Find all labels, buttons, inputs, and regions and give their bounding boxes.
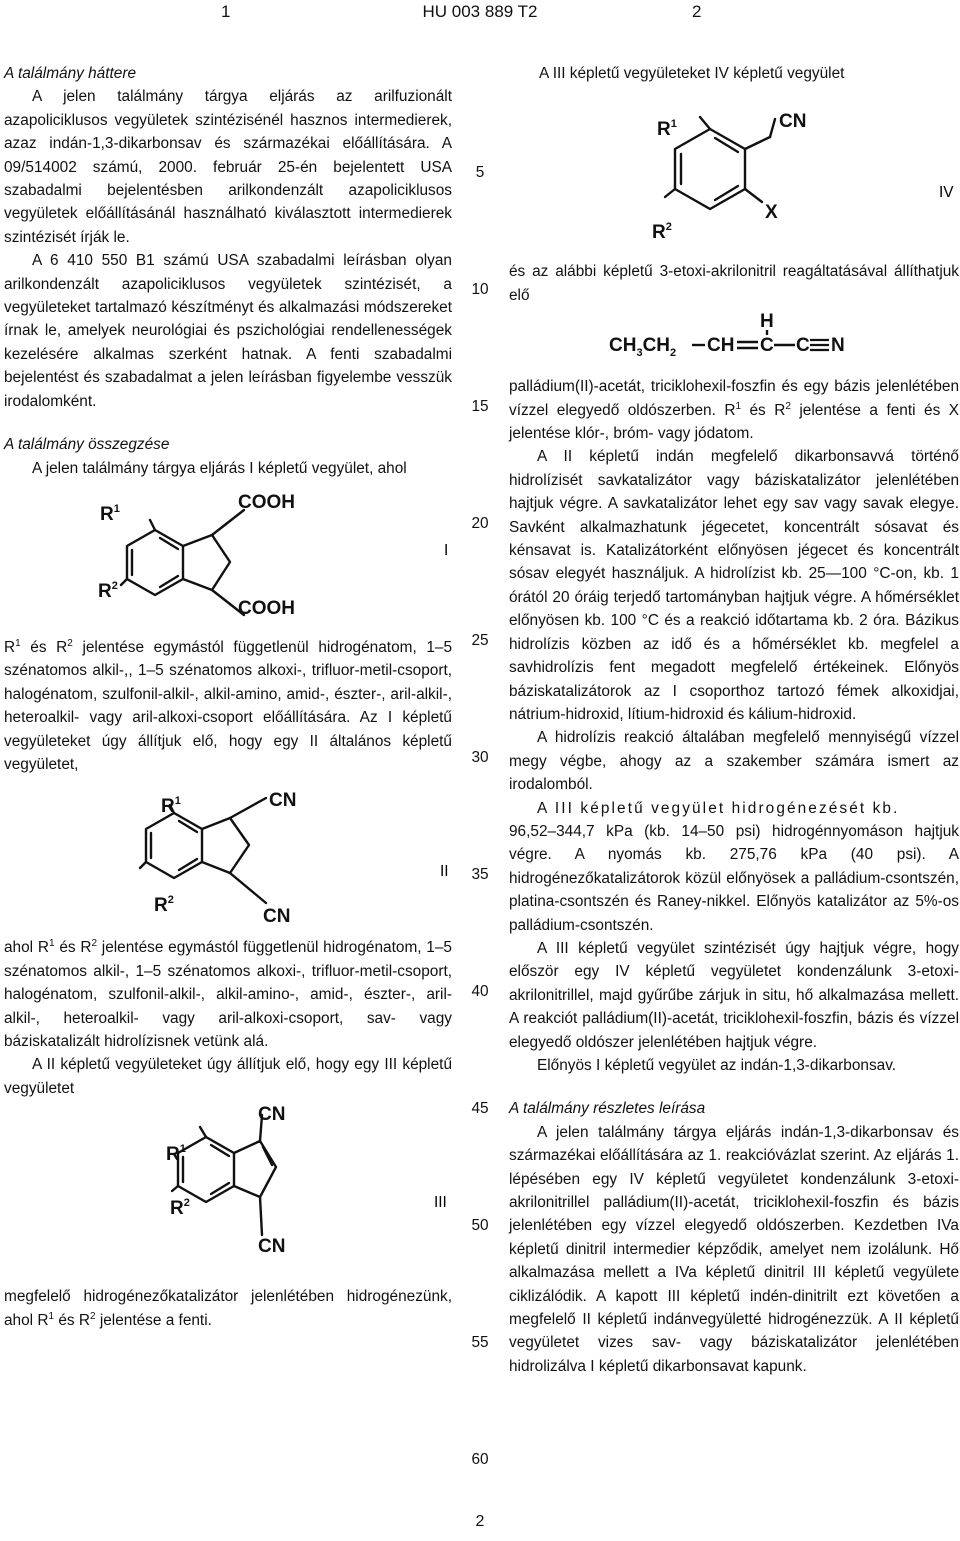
formula-II [4,776,452,936]
svg-text:R2: $R^2$ [170,1197,190,1220]
paragraph: A jelen találmány tárgya eljárás I képletű vegyület, ahol [32,459,407,477]
paragraph: ahol $R^1$ és $R^2$ jelentése egymástól függetlenül hidrogénatom, 1–5 szénatomos alkil-, 1–5 szénatomos alkoxi-, trifluor-metil-csoport, halogénatom, szulfonil-alkil-, alkil-amino-, amid-, észter-, aril-alkil-, heteroalkil- vagy aril-alkoxi-csoport, sav- vagy báziskatalizált hidrolízisnek vetünk alá. [4,938,452,1050]
paragraph: A II képletű vegyületeket úgy állítjuk elő, hogy egy III képletű vegyületet [4,1056,452,1097]
cn-label: CN [258,1104,286,1126]
svg-text:R1: $R^1$ [100,502,120,525]
formula-IV [509,85,959,260]
cn-label: CN [258,1236,286,1258]
heading-detailed: A találmány részletes leírása [509,1100,706,1118]
cn-label: CN [263,906,291,928]
paragraph: A II képletű indán megfelelő dikarbonsavvá történő hidrolízisét savkatalizátor vagy báziskatalizátor jelenlétében hajtjuk végre. A savkatalizátor lehet egy sav vagy savak elegye. Savként alkalmazhatunk jégecetet, koncentrált sósavat és kénsavat is. Katalizátorként előnyösen jégecet és koncentrált sósav elegyét használjuk. A hidrolízist kb. 25—100 °C-on, kb. 1 órától 20 óráig terjedő tartományban hajtjuk végre. A hőmérséklet előnyösen kb. 100 °C és a reakció időtartama kb. 2 óra. Bázikus hidrolízis közben az idő és a hőmérséklet kb. megfelel a savhidrolízis fent megadott megfelelő értékeinek. Előnyös báziskatalizátorok az I csoporthoz tartozó fémek alkoxidjai, nátrium-hidroxid, lítium-hidroxid és kálium-hidroxid. [509,448,959,723]
line-number: 10 [471,281,489,298]
paragraph: A jelen találmány tárgya eljárás indán-1,3-dikarbonsav és származékai előállítására az 1. reakcióvázlat szerint. Az eljárás 1. lépésében egy IV képletű vegyületet kondenzálunk 3-etoxi-akrilonitrillel palládium(II)-acetát, triciklohexil-foszfin és bázis jelenlétében egy vízzel elegyedő oldószerben. Kezdetben IVa képletű dinitril intermedier képződik, amelyet nem izolálunk. Hő alkalmazása mellett a IVa képletű dinitril III képletű vegyülete ciklizálódik. A kapott III képletű indén-dinitrilt ezt követően a megfelelő II képletű indánvegyületté hidrogénezzük. A II képletű vegyületet vizes sav- vagy báziskatalizátor jelenlétében hidrolizálva I képletű dikarbonsavat kapunk. [509,1123,959,1375]
svg-text:CH: CH [707,335,735,357]
paragraph: A III képletű vegyület hidrogénezését kb. [537,799,900,817]
svg-text:R1: $R^1$ [161,795,181,818]
paragraph: $R^1$ és $R^2$ jelentése egymástól függetlenül hidrogénatom, 1–5 szénatomos alkil-,, 1–5 szénatomos alkoxi-, trifluor-metil-csoport, halogénatom, szulfonil-alkil-, alkil-amino, amid-, észter-, aril-alkil-, heteroalkil- vagy aril-alkoxi-csoport előállítására. Az I képletű vegyületeket úgy állítjuk elő, hogy egy II általános képletű vegyületet, [4,637,453,773]
left-column [4,62,452,1332]
svg-text:N: N [831,335,845,357]
formula-acrylonitrile [509,307,959,375]
right-column [509,62,959,1378]
paragraph: és az alábbi képletű 3-etoxi-akrilonitril reagáltatásával állíthatjuk elő [509,263,959,304]
formula-label: II [440,863,449,881]
line-number: 40 [471,983,489,1000]
paragraph: palládium(II)-acetát, triciklohexil-foszfin és egy bázis jelenlétében vízzel elegyedő oldószerben. $R^1$ és $R^2$ jelentése a fenti és X jelentése klór-, bróm- vagy jódatom. [509,378,959,443]
page-number-right: 2 [692,2,702,21]
paragraph: megfelelő hidrogénezőkatalizátor jelenlétében hidrogénezünk, ahol $R^1$ és $R^2$ jelentése a fenti. [4,1288,452,1329]
patent-number: HU 003 889 T2 [422,2,538,21]
svg-text:R1: $R^1$ [166,1143,186,1166]
heading-summary: A találmány összegzése [4,436,170,454]
line-number: 50 [471,1217,489,1234]
line-number: 20 [471,515,489,532]
svg-text:R1: $R^1$ [657,118,677,141]
page-number-left: 1 [221,2,231,21]
line-number: 45 [471,1100,489,1117]
cooh-label: COOH [238,597,295,619]
svg-text:R2: $R^2$ [98,579,118,602]
line-number: 55 [471,1334,489,1351]
paragraph: A III képletű vegyületeket IV képletű vegyület [539,65,845,82]
paragraph: A jelen találmány tárgya eljárás az arilfuzionált azapoliciklusos vegyületek szintézisénél hasznos intermedierek, azaz indán-1,3-dikarbonsav és származékai előállítására. A 09/514002 számú, 2000. február 25-én bejelentett USA szabadalmi bejelentésben arilkondenzált azapoliciklusos vegyületek előállításánál használható kiválasztott intermedierek szintézisét írják le. [4,88,452,246]
heading-background: A találmány háttere [4,65,137,82]
formula-III [4,1100,452,1285]
paragraph: Előnyös I képletű vegyület az indán-1,3-dikarbonsav. [537,1057,897,1074]
formula-I [4,480,452,630]
svg-text:R2: $R^2$ [652,221,672,244]
svg-text:CH3CH2: $CH_3CH_2$ [609,335,677,360]
svg-text:H: H [760,311,774,333]
svg-text:C: C [760,335,774,357]
line-number: 5 [475,164,485,181]
line-number: 25 [471,632,489,649]
formula-label: III [434,1194,447,1212]
line-number: 60 [471,1451,489,1468]
cn-label: CN [779,111,807,133]
paragraph: 96,52–344,7 kPa (kb. 14–50 psi) hidrogénnyomáson hajtjuk végre. A nyomás kb. 275,76 kPa (40 psi). A hidrogénezőkatalizátorok közül előnyösek a palládium-csontszén, platina-csontszén és Raney-nikkel. Előnyös katalizátor az 5%-os palládium-csontszén. [509,822,959,934]
cn-label: CN [269,790,297,812]
paragraph: A III képletű vegyület szintézisét úgy hajtjuk végre, hogy először egy IV képletű vegyületet kondenzálunk 3-etoxi-akrilonitrillel, majd gyűrűbe zárjuk in situ, hő alkalmazása mellett. A reakciót palládium(II)-acetát, triciklohexil-foszfin, bázis és vízzel elegyedő oldószer jelenlétében hajtjuk végre. [509,939,959,1051]
formula-label: I [444,541,449,559]
line-number: 30 [471,749,489,766]
line-number: 15 [471,398,489,415]
formula-label: IV [939,184,954,202]
paragraph: A 6 410 550 B1 számú USA szabadalmi leírásban olyan arilkondenzált azapoliciklusos vegyületek szintézisét, a vegyületeket tartalmazó készítményt és alkalmazási módszereket írnak le, amelyek neurológiai és pszichológiai rendellenességek kezelésére alkalmas szerként hatnak. A fenti szabadalmi bejelentést és szabadalmat a jelen leírásban figyelembe vesszük irodalomként. [4,252,452,410]
svg-text:R2: $R^2$ [154,894,174,917]
x-label: X [765,202,778,224]
paragraph: A hidrolízis reakció általában megfelelő mennyiségű vízzel megy végbe, ahogy az a szakember számára ismert az irodalomból. [509,729,959,794]
svg-text:C: C [796,335,810,357]
cooh-label: COOH [238,491,295,513]
footer-page-number: 2 [475,1513,485,1530]
line-number: 35 [471,866,489,883]
